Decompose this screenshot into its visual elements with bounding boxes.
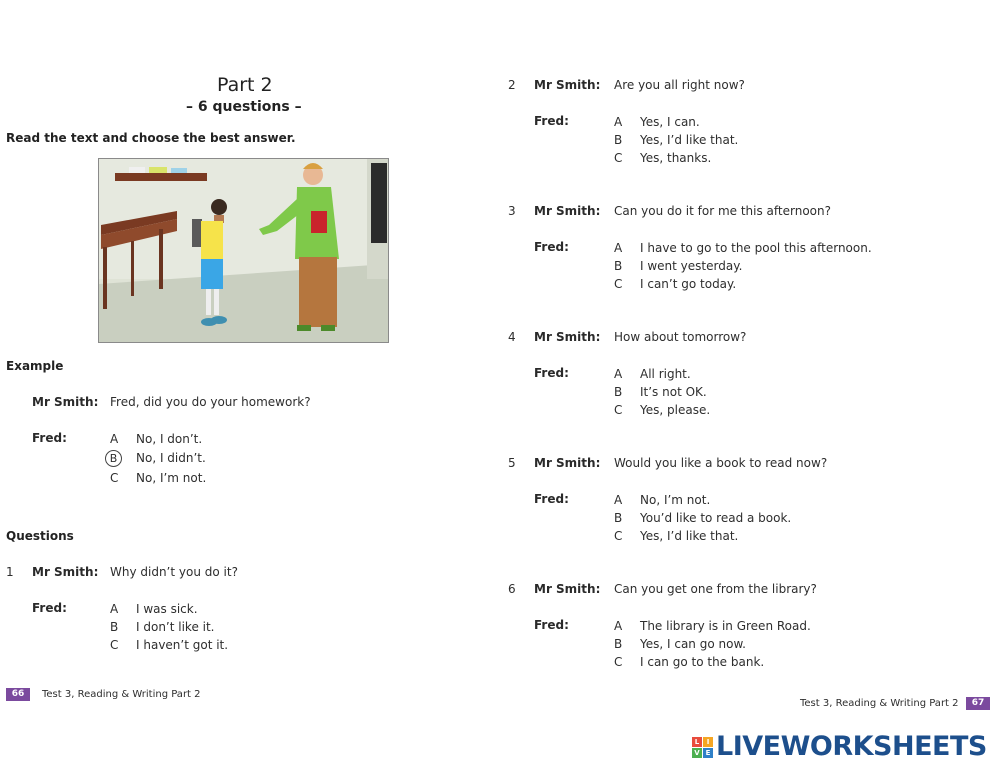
liveworksheets-logo-text[interactable]: LIVEWORKSHEETS bbox=[716, 731, 987, 762]
question-5-number: 5 bbox=[508, 456, 516, 470]
page-title: Part 2 bbox=[217, 74, 273, 96]
question-4-option-a[interactable]: All right. bbox=[640, 367, 691, 381]
question-5-text: Would you like a book to read now? bbox=[614, 456, 828, 470]
example-question-text: Fred, did you do your homework? bbox=[110, 395, 311, 409]
question-1-speaker-fred: Fred: bbox=[32, 601, 67, 615]
question-3-option-letter-a: A bbox=[614, 241, 623, 255]
question-2-option-letter-b: B bbox=[614, 133, 623, 147]
question-4-speaker-fred: Fred: bbox=[534, 366, 569, 380]
example-heading: Example bbox=[6, 359, 64, 373]
example-option-letter-b-circled bbox=[105, 450, 122, 467]
left-page-footer: Test 3, Reading & Writing Part 2 bbox=[42, 689, 201, 700]
question-2-option-letter-c: C bbox=[614, 151, 623, 165]
question-6-speaker-fred: Fred: bbox=[534, 618, 569, 632]
question-3-text: Can you do it for me this afternoon? bbox=[614, 204, 831, 218]
question-2-speaker-fred: Fred: bbox=[534, 114, 569, 128]
question-4-option-letter-a: A bbox=[614, 367, 623, 381]
question-4-number: 4 bbox=[508, 330, 516, 344]
question-3-number: 3 bbox=[508, 204, 516, 218]
question-5-option-c[interactable]: Yes, I’d like that. bbox=[640, 529, 739, 543]
question-5-option-letter-b: B bbox=[614, 511, 623, 525]
question-4-option-letter-b: B bbox=[614, 385, 623, 399]
question-6-option-c[interactable]: I can go to the bank. bbox=[640, 655, 765, 669]
questions-heading: Questions bbox=[6, 529, 74, 543]
question-6-option-a[interactable]: The library is in Green Road. bbox=[640, 619, 811, 633]
question-5-speaker-mr-smith: Mr Smith: bbox=[534, 456, 601, 470]
question-5-option-letter-c: C bbox=[614, 529, 623, 543]
logo-tile-l: L bbox=[692, 737, 702, 747]
question-1-text: Why didn’t you do it? bbox=[110, 565, 238, 579]
logo-tile-i: I bbox=[703, 737, 713, 747]
question-6-option-letter-a: A bbox=[614, 619, 623, 633]
question-2-option-letter-a: A bbox=[614, 115, 623, 129]
example-option-letter-c: C bbox=[110, 471, 119, 485]
question-2-speaker-mr-smith: Mr Smith: bbox=[534, 78, 601, 92]
question-2-option-b[interactable]: Yes, I’d like that. bbox=[640, 133, 739, 147]
question-3-speaker-fred: Fred: bbox=[534, 240, 569, 254]
example-option-text-a: No, I don’t. bbox=[136, 432, 203, 446]
question-6-option-b[interactable]: Yes, I can go now. bbox=[640, 637, 746, 651]
question-3-option-letter-c: C bbox=[614, 277, 623, 291]
logo-tile-e: E bbox=[703, 748, 713, 758]
question-6-text: Can you get one from the library? bbox=[614, 582, 817, 596]
question-4-text: How about tomorrow? bbox=[614, 330, 747, 344]
right-page-number: 67 bbox=[966, 697, 990, 710]
question-5-option-b[interactable]: You’d like to read a book. bbox=[640, 511, 792, 525]
question-4-speaker-mr-smith: Mr Smith: bbox=[534, 330, 601, 344]
question-4-option-letter-c: C bbox=[614, 403, 623, 417]
question-1-speaker-mr-smith: Mr Smith: bbox=[32, 565, 99, 579]
question-1-option-a[interactable]: I was sick. bbox=[136, 602, 198, 616]
example-option-letter-a: A bbox=[110, 432, 119, 446]
classroom-illustration bbox=[98, 158, 389, 343]
example-option-text-b: No, I didn’t. bbox=[136, 451, 206, 465]
question-2-option-a[interactable]: Yes, I can. bbox=[640, 115, 700, 129]
question-5-option-a[interactable]: No, I’m not. bbox=[640, 493, 711, 507]
example-speaker-mr-smith: Mr Smith: bbox=[32, 395, 99, 409]
question-3-speaker-mr-smith: Mr Smith: bbox=[534, 204, 601, 218]
question-6-number: 6 bbox=[508, 582, 516, 596]
question-1-option-letter-b: B bbox=[110, 620, 119, 634]
logo-tile-v: V bbox=[692, 748, 702, 758]
example-option-text-c: No, I’m not. bbox=[136, 471, 207, 485]
question-3-option-a[interactable]: I have to go to the pool this afternoon. bbox=[640, 241, 872, 255]
question-3-option-b[interactable]: I went yesterday. bbox=[640, 259, 743, 273]
page-subtitle: – 6 questions – bbox=[186, 99, 302, 115]
question-5-speaker-fred: Fred: bbox=[534, 492, 569, 506]
question-6-option-letter-b: B bbox=[614, 637, 623, 651]
right-page-footer: Test 3, Reading & Writing Part 2 bbox=[800, 698, 959, 709]
question-1-option-c[interactable]: I haven’t got it. bbox=[136, 638, 229, 652]
instruction-text: Read the text and choose the best answer. bbox=[6, 131, 296, 145]
liveworksheets-logo-icon bbox=[692, 737, 713, 758]
example-speaker-fred: Fred: bbox=[32, 431, 67, 445]
question-1-number: 1 bbox=[6, 565, 14, 579]
question-1-option-letter-c: C bbox=[110, 638, 119, 652]
question-4-option-c[interactable]: Yes, please. bbox=[640, 403, 711, 417]
question-5-option-letter-a: A bbox=[614, 493, 623, 507]
question-6-option-letter-c: C bbox=[614, 655, 623, 669]
question-2-option-c[interactable]: Yes, thanks. bbox=[640, 151, 712, 165]
question-3-option-c[interactable]: I can’t go today. bbox=[640, 277, 737, 291]
left-page-number: 66 bbox=[6, 688, 30, 701]
question-2-number: 2 bbox=[508, 78, 516, 92]
question-2-text: Are you all right now? bbox=[614, 78, 745, 92]
question-1-option-letter-a: A bbox=[110, 602, 119, 616]
question-1-option-b[interactable]: I don’t like it. bbox=[136, 620, 215, 634]
question-3-option-letter-b: B bbox=[614, 259, 623, 273]
question-6-speaker-mr-smith: Mr Smith: bbox=[534, 582, 601, 596]
classroom-scene-image bbox=[99, 159, 388, 342]
question-4-option-b[interactable]: It’s not OK. bbox=[640, 385, 707, 399]
circled-answer-marker: B bbox=[105, 450, 122, 467]
